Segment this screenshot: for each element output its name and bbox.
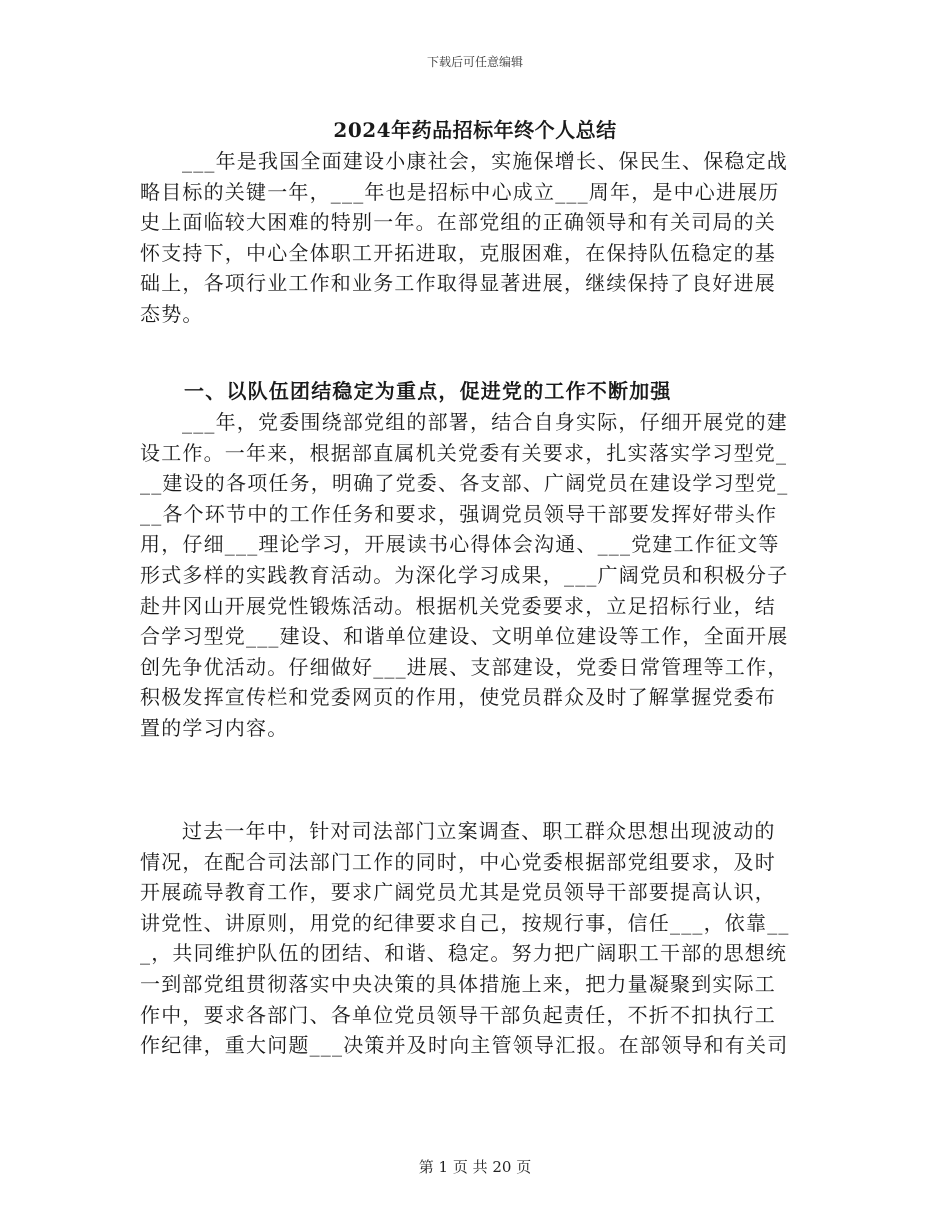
intro-line: 怀支持下，中心全体职工开拓进取，克服困难，在保持队伍稳定的基 (140, 240, 776, 265)
paragraph-line: 用，仔细___理论学习，开展读书心得体会沟通、___党建工作征文等 (140, 532, 780, 557)
paragraph-line: 形式多样的实践教育活动。为深化学习成果，___广阔党员和积极分子 (140, 562, 789, 587)
paragraph-line: 积极发挥宣传栏和党委网页的作用，使党员群众及时了解掌握党委布 (140, 685, 776, 710)
intro-line: 略目标的关键一年，___年也是招标中心成立___周年，是中心进展历 (140, 179, 780, 204)
section1-paragraph-2 (140, 816, 812, 1061)
paragraph-line: 创先争优活动。仔细做好___进展、支部建设，党委日常管理等工作， (140, 654, 789, 679)
paragraph-line: 开展疏导教育工作，要求广阔党员尤其是党员领导干部要提高认识， (140, 880, 776, 905)
intro-paragraph (140, 146, 812, 330)
document-title: 2024年药品招标年终个人总结 (333, 118, 617, 142)
intro-line: 史上面临较大困难的特别一年。在部党组的正确领导和有关司局的关 (140, 210, 776, 235)
section1-paragraph-1 (140, 407, 812, 744)
paragraph-line: 一到部党组贯彻落实中央决策的具体措施上来，把力量凝聚到实际工 (140, 971, 776, 996)
paragraph-line: 设工作。一年来，根据部直属机关党委有关要求，扎实落实学习型党_ (140, 440, 788, 465)
intro-line: 础上，各项行业工作和业务工作取得显著进展，继续保持了良好进展 (140, 271, 776, 296)
paragraph-line: 合学习型党___建设、和谐单位建设、文明单位建设等工作，全面开展 (140, 624, 789, 649)
intro-line: 态势。 (140, 301, 204, 326)
paragraph-line: 置的学习内容。 (140, 715, 289, 740)
paragraph-line: _，共同维护队伍的团结、和谐、稳定。努力把广阔职工干部的思想统 (140, 941, 788, 966)
paragraph-line: 作中，要求各部门、各单位党员领导干部负起责任，不折不扣执行工 (140, 1002, 776, 1027)
paragraph-line: 情况，在配合司法部门工作的同时，中心党委根据部党组要求，及时 (140, 849, 776, 874)
header-note: 下载后可任意编辑 (426, 55, 523, 69)
paragraph-line: 作纪律，重大问题___决策并及时向主管领导汇报。在部领导和有关司 (140, 1033, 789, 1058)
paragraph-line: 过去一年中，针对司法部门立案调查、职工群众思想出现波动的 (182, 819, 776, 843)
section-heading: 一、以队伍团结稳定为重点，促进党的工作不断加强 (184, 379, 672, 403)
paragraph-line: __各个环节中的工作任务和要求，强调党员领导干部要发挥好带头作 (140, 501, 778, 526)
intro-line: ___年是我国全面建设小康社会，实施保增长、保民生、保稳定战 (182, 149, 788, 173)
paragraph-line: 赴井冈山开展党性锻炼活动。根据机关党委要求，立足招标行业，结 (140, 593, 776, 618)
paragraph-line: 讲党性、讲原则，用党的纪律要求自己，按规行事，信任___，依靠__ (140, 910, 790, 935)
page-number-footer: 第 1 页 共 20 页 (418, 1158, 532, 1176)
paragraph-line: __建设的各项任务，明确了党委、各支部、广阔党员在建设学习型党_ (140, 471, 789, 496)
paragraph-line: ___年，党委围绕部党组的部署，结合自身实际，仔细开展党的建 (182, 410, 788, 434)
